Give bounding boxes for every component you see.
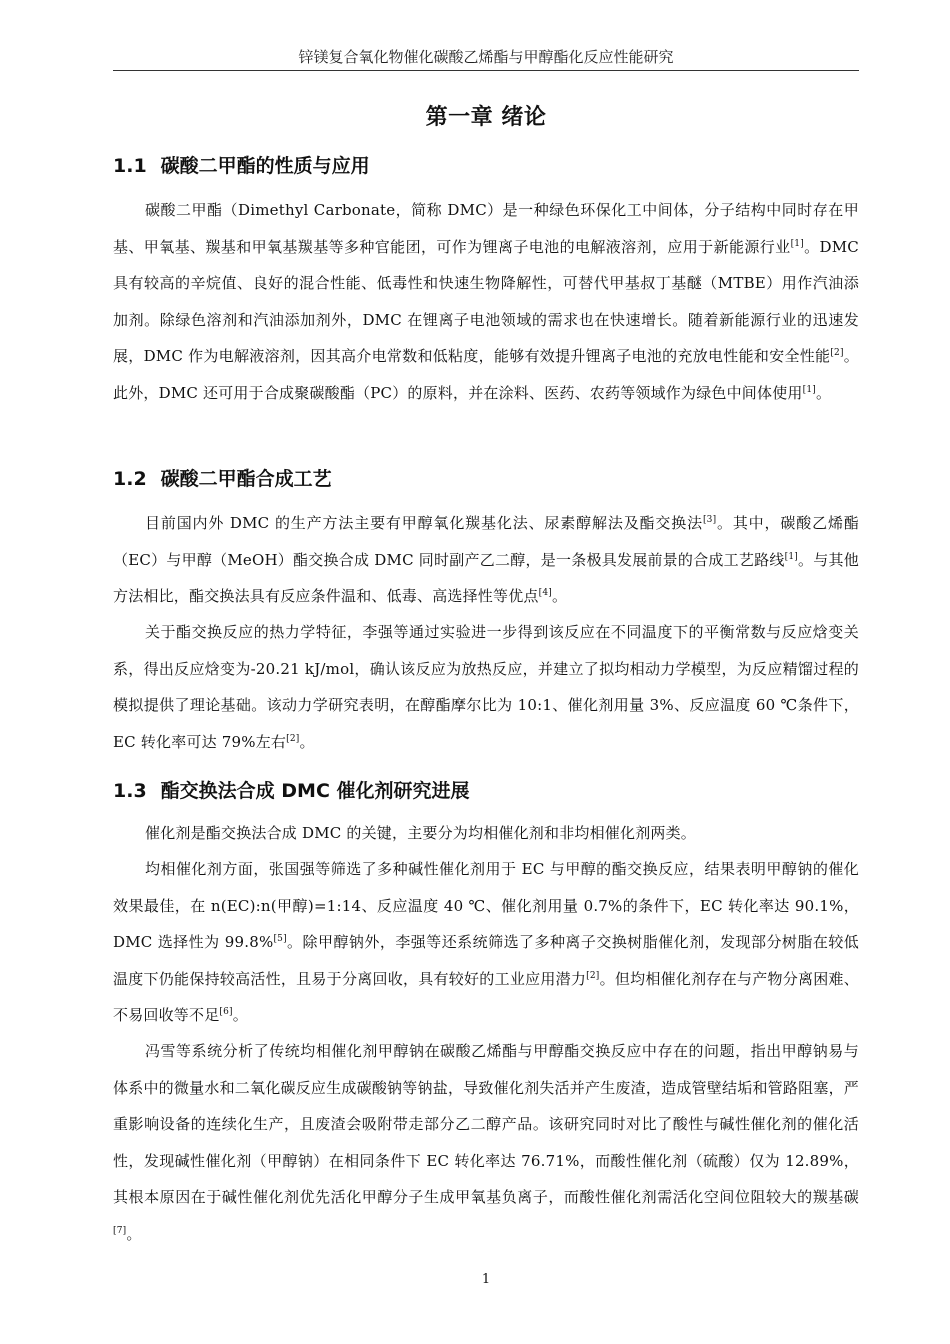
section-heading-1-1 xyxy=(113,151,370,178)
text-run: 。其中，碳酸乙烯酯（EC）与甲醇（MeOH）酯交换合成 DMC 同时副产乙二醇，是一条极具发展前景的合成工艺路线 xyxy=(113,514,859,569)
citation-ref: [1] xyxy=(802,384,816,395)
text-run: 。DMC 具有较高的辛烷值、良好的混合性能、低毒性和快速生物降解性，可替代甲基叔丁基醚（MTBE）用作汽油添加剂。除绿色溶剂和汽油添加剂外，DMC 在锂离子电池领域的需求也在快速增长。随着新能源行业的迅速发展，DMC 作为电解液溶剂，因其高介电常数和低粘度，能够有效提升锂离子电池的充放电性能和安全性能 xyxy=(113,237,859,365)
citation-ref: [2] xyxy=(830,348,844,358)
section-number: 1.2 xyxy=(113,468,147,490)
chapter-title: 第一章 绪论 xyxy=(425,105,547,130)
citation-ref: [3] xyxy=(702,515,717,525)
text-run: 。 xyxy=(551,587,568,605)
text-run: 。 xyxy=(126,1224,142,1243)
text-run: 。 xyxy=(232,1006,248,1024)
section-number: 1.1 xyxy=(113,155,147,177)
text-run: 。但均相催化剂存在与产物分离困难、不易回收等不足 xyxy=(113,969,859,1024)
text-run: 。与其他方法相比，酯交换法具有反应条件温和、低毒、高选择性等优点 xyxy=(113,550,859,605)
text-run: 均相催化剂方面，张国强等筛选了多种碱性催化剂用于 EC 与甲醇的酯交换反应，结果表明甲醇钠的催化效果最佳，在 n(EC):n(甲醇)=1:14、反应温度 40 ℃、催化剂用量 0.7%的条件下，EC 转化率达 90.1%，DMC 选择性为 99.8% xyxy=(113,860,859,951)
text-run: 碳酸二甲酯（Dimethyl Carbonate，简称 DMC）是一种绿色环保化工中间体，分子结构中同时存在甲基、甲氧基、羰基和甲氧基羰基等多种官能团，可作为锂离子电池的电解液溶剂，应用于新能源行业 xyxy=(113,201,859,256)
paragraph xyxy=(113,851,859,1034)
text-run: 冯雪等系统分析了传统均相催化剂甲醇钠在碳酸乙烯酯与甲醇酯交换反应中存在的问题，指出甲醇钠易与体系中的微量水和二氧化碳反应生成碳酸钠等钠盐，导致催化剂失活并产生废渣，造成管壁结垢和管路阻塞，严重影响设备的连续化生产，且废渣会吸附带走部分乙二醇产品。该研究同时对比了酸性与碱性催化剂的催化活性，发现碱性催化剂（甲醇钠）在相同条件下 EC 转化率达 76.71%，而酸性催化剂（硫酸）仅为 12.89%，其根本原因在于碱性催化剂优先活化甲醇分子生成甲氧基负离子，而酸性催化剂需活化空间位阻较大的羰基碳 xyxy=(113,1042,859,1206)
paragraph xyxy=(113,505,859,615)
text-run: 关于酯交换反应的热力学特征，李强等通过实验进一步得到该反应在不同温度下的平衡常数与反应焓变关系，得出反应焓变为-20.21 kJ/mol，确认该反应为放热反应，并建立了拟均相动力学模型，为反应精馏过程的模拟提供了理论基础。该动力学研究表明，在醇酯摩尔比为 10:1、催化剂用量 3%、反应温度 60 ℃条件下，EC 转化率可达 79%左右 xyxy=(113,623,859,751)
text-run: 催化剂是酯交换法合成 DMC 的关键，主要分为均相催化剂和非均相催化剂两类。 xyxy=(145,824,697,842)
citation-ref: [7] xyxy=(113,1225,127,1236)
paragraph xyxy=(113,1033,859,1252)
text-run: 。 xyxy=(299,732,315,751)
text-run: 。除甲醇钠外，李强等还系统筛选了多种离子交换树脂催化剂，发现部分树脂在较低温度下仍能保持较高活性，且易于分离回收，具有较好的工业应用潜力 xyxy=(113,933,859,988)
section-title: 碳酸二甲酯的性质与应用 xyxy=(160,155,370,177)
citation-ref: [2] xyxy=(586,970,600,981)
page-number: 1 xyxy=(481,1272,491,1287)
paragraph xyxy=(113,815,859,852)
text-run: 目前国内外 DMC 的生产方法主要有甲醇氧化羰基化法、尿素醇解法及酯交换法 xyxy=(145,514,703,532)
citation-ref: [1] xyxy=(784,551,799,562)
citation-ref: [5] xyxy=(273,934,287,944)
section-heading-1-3 xyxy=(113,776,470,803)
citation-ref: [6] xyxy=(219,1007,233,1017)
citation-ref: [1] xyxy=(790,238,804,249)
header-rule xyxy=(113,70,859,71)
paragraph xyxy=(113,192,859,411)
running-header: 锌镁复合氧化物催化碳酸乙烯酯与甲醇酯化反应性能研究 xyxy=(298,48,674,66)
citation-ref: [2] xyxy=(286,733,300,744)
section-title: 酯交换法合成 DMC 催化剂研究进展 xyxy=(160,780,470,802)
section-title: 碳酸二甲酯合成工艺 xyxy=(160,468,332,490)
section-heading-1-2 xyxy=(113,464,332,491)
paragraph xyxy=(113,614,859,760)
section-number: 1.3 xyxy=(113,780,147,802)
text-run: 。此外，DMC 还可用于合成聚碳酸酯（PC）的原料，并在涂料、医药、农药等领域作为绿色中间体使用 xyxy=(113,347,859,402)
citation-ref: [4] xyxy=(538,588,552,598)
text-run: 。 xyxy=(815,383,832,402)
